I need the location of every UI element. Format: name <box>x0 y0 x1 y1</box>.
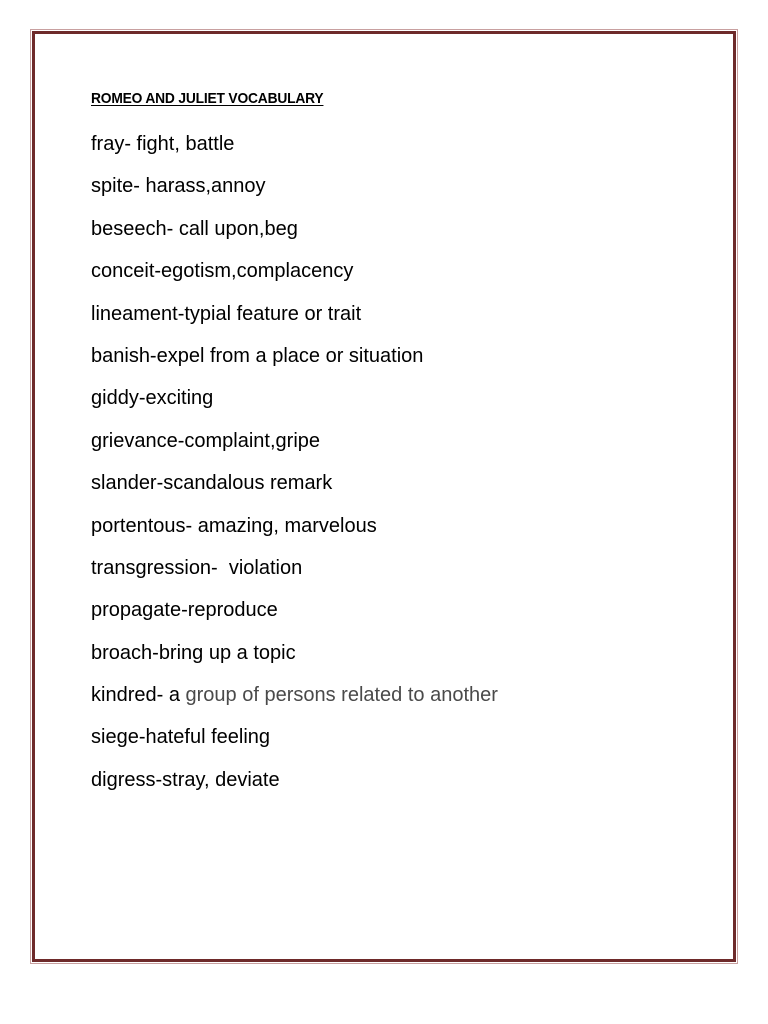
vocab-item <box>91 172 498 214</box>
vocab-item <box>91 512 498 554</box>
vocab-item <box>91 766 498 808</box>
vocab-text: broach-bring up a topic <box>91 641 296 664</box>
vocab-item <box>91 469 498 511</box>
vocab-definition-gray: group of persons related to another <box>185 684 498 707</box>
vocab-item <box>91 130 498 172</box>
vocab-text: transgression- violation <box>91 556 303 579</box>
vocab-text: banish-expel from a place or situation <box>91 344 424 367</box>
vocab-item <box>91 257 498 299</box>
vocab-item <box>91 427 498 469</box>
vocab-item <box>91 681 498 723</box>
vocab-text: slander-scandalous remark <box>91 472 333 495</box>
vocab-text: grievance-complaint,gripe <box>91 429 321 452</box>
vocab-item <box>91 639 498 681</box>
vocab-text: lineament-typial feature or trait <box>91 302 362 325</box>
vocab-text: beseech- call upon,beg <box>91 217 298 240</box>
vocab-text: fray- fight, battle <box>91 133 235 155</box>
vocab-text: siege-hateful feeling <box>91 726 271 749</box>
vocab-item <box>91 723 498 765</box>
vocab-text: giddy-exciting <box>91 387 214 410</box>
vocabulary-list <box>91 130 498 808</box>
vocab-item <box>91 342 498 384</box>
vocab-item <box>91 596 498 638</box>
vocab-text: conceit-egotism,complacency <box>91 260 354 283</box>
vocab-text: portentous- amazing, marvelous <box>91 514 377 537</box>
vocab-item <box>91 215 498 257</box>
vocab-text: spite- harass,annoy <box>91 175 266 198</box>
vocab-item <box>91 554 498 596</box>
vocab-item <box>91 384 498 426</box>
vocab-item <box>91 300 498 342</box>
vocab-text: digress-stray, deviate <box>91 768 280 791</box>
document-title: ROMEO AND JULIET VOCABULARY <box>91 90 324 107</box>
vocab-text: propagate-reproduce <box>91 599 278 622</box>
vocab-text: kindred- a <box>91 684 186 707</box>
